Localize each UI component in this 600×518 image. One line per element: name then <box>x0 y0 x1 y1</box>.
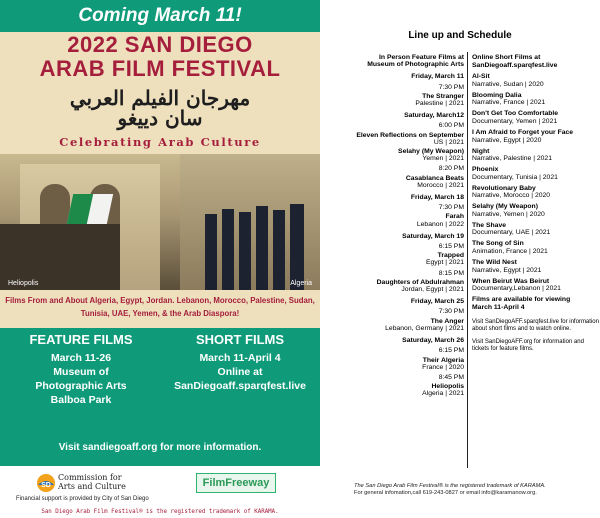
visit-link[interactable]: Visit sandiegoaff.org for more information. <box>58 442 262 453</box>
available-line-2: March 11-April 4 <box>472 303 525 311</box>
film-info: Morocco | 2021 <box>417 181 464 189</box>
short-film-info: Narrative, Egypt | 2021 <box>472 266 542 274</box>
film-title: Heliopolis <box>431 383 464 391</box>
short-film-title: The Song of Sin <box>472 240 524 248</box>
online-header-1: Online Short Films at <box>472 54 541 61</box>
arabic-title-line2: سان دييغو <box>117 106 203 130</box>
schedule-panel <box>320 0 600 518</box>
film-title: Trapped <box>437 252 464 260</box>
short-film-info: Documentary,Lebanon | 2021 <box>472 285 561 293</box>
short-film-title: Selahy (My Weapon) <box>472 203 538 211</box>
show-time: 7:30 PM <box>438 204 464 212</box>
show-time: 6:15 PM <box>438 243 464 251</box>
short-film-title: When Beirut Was Beirut <box>472 277 550 285</box>
photo-caption-left: Heliopolis <box>8 280 39 287</box>
short-films-heading: SHORT FILMS <box>195 332 285 347</box>
feature-films-venue-2: Photographic Arts <box>35 380 127 392</box>
feature-schedule <box>324 54 464 398</box>
short-film-info: Narrative, Yemen | 2020 <box>472 210 545 218</box>
film-info: US | 2021 <box>433 138 464 146</box>
footer-contact: For general infomation,call 619-243-0827 or email info@karamanow.org. <box>354 490 537 496</box>
short-film-item <box>472 259 600 274</box>
show-time: 6:15 PM <box>438 347 464 355</box>
days-list <box>324 73 464 397</box>
film-still-image <box>0 154 320 290</box>
schedule-day: Saturday, March 19 <box>402 232 464 240</box>
film-title: Selahy (My Weapon) <box>398 148 464 156</box>
short-film-item <box>472 92 600 107</box>
commission-line-1: Commission for <box>58 473 122 482</box>
short-film-item <box>472 148 600 163</box>
show-time: 8:15 PM <box>438 269 464 277</box>
commission-line-2: Arts and Culture <box>58 482 126 491</box>
short-film-item <box>472 110 600 125</box>
short-film-info: Narrative, France | 2021 <box>472 99 546 107</box>
show-time: 7:30 PM <box>438 83 464 91</box>
footer-trademark: The San Diego Arab Film Festival® is the registered trademark of KARAMA. <box>354 483 546 489</box>
short-film-item <box>472 203 600 218</box>
show-time: 7:30 PM <box>438 308 464 316</box>
short-film-info: Animation, France | 2021 <box>472 247 548 255</box>
short-film-info: Narrative, Morocco | 2020 <box>472 192 551 200</box>
film-title: Daughters of Abdulrahman <box>376 278 464 286</box>
schedule-day: Friday, March 11 <box>411 73 464 81</box>
film-info: Lebanon | 2022 <box>416 220 464 228</box>
festival-title-line2: ARAB FILM FESTIVAL <box>39 56 281 81</box>
short-film-title: I Am Afraid to Forget your Face <box>472 128 574 136</box>
short-film-title: Al-Sit <box>472 73 490 81</box>
short-film-info: Documentary, UAE | 2021 <box>472 229 551 237</box>
online-header-2: SanDiegoaff.sparqfest.live <box>472 61 558 69</box>
shorts-schedule <box>472 54 600 353</box>
film-info: Egypt | 2021 <box>425 259 464 267</box>
film-title: Their Algeria <box>422 356 464 364</box>
film-title: Farah <box>445 213 464 221</box>
short-film-info: Documentary, Tunisia | 2021 <box>472 173 558 181</box>
short-film-item <box>472 129 600 144</box>
festival-title-line1: 2022 SAN DIEGO <box>67 32 253 57</box>
show-time: 8:45 PM <box>438 373 464 381</box>
tagline: Celebrating Arab Culture <box>59 135 261 149</box>
short-film-info: Narrative, Palestine | 2021 <box>472 155 552 163</box>
festival-title <box>0 33 320 81</box>
film-title: The Anger <box>430 317 464 325</box>
film-info: Algeria | 2021 <box>422 390 464 398</box>
short-film-item <box>472 240 600 255</box>
shorts-list <box>472 73 600 293</box>
photo-caption-right: Algeria <box>290 280 312 287</box>
show-time: 8:20 PM <box>438 165 464 173</box>
short-film-title: Phoenix <box>472 166 499 174</box>
feature-films-venue-3: Balboa Park <box>50 394 112 406</box>
short-film-title: Night <box>472 147 490 155</box>
short-film-info: Narrative, Sudan | 2020 <box>472 80 544 88</box>
note-shorts: Visit SanDiegoAFF.sparqfest.live for information about short films and to watch online. <box>472 319 599 333</box>
available-line-1: Films are available for viewing <box>472 296 571 304</box>
feature-films-heading: FEATURE FILMS <box>29 332 133 347</box>
filmfreeway-logo[interactable]: FilmFreeway <box>196 473 276 493</box>
schedule-day: Saturday, March 26 <box>402 337 464 345</box>
short-film-title: Blooming Dalia <box>472 91 522 99</box>
countries-line: Films From and About Algeria, Egypt, Jordan. Lebanon, Morocco, Palestine, Sudan, Tunisia, UAE, Yemen, & the Arab Diaspora! <box>5 296 315 318</box>
short-film-info: Documentary, Yemen | 2021 <box>472 117 558 125</box>
schedule-divider <box>467 52 468 468</box>
arabic-title-line1: مهرجان الفيلم العربي <box>69 86 251 110</box>
short-film-item <box>472 222 600 237</box>
feature-films-dates: March 11-26 <box>50 352 112 364</box>
short-films-venue-2: SanDiegoaff.sparqfest.live <box>174 380 306 392</box>
short-film-title: The Wild Nest <box>472 258 517 266</box>
show-time: 6:00 PM <box>438 122 464 130</box>
short-film-item <box>472 166 600 181</box>
film-title: Eleven Reflections on September <box>356 131 464 139</box>
short-film-title: Don't Get Too Comfortable <box>472 110 559 118</box>
short-films-venue-1: Online at <box>217 366 263 378</box>
schedule-day: Friday, March 18 <box>410 194 464 202</box>
coming-banner: Coming March 11! <box>0 0 320 32</box>
short-film-item <box>472 73 600 88</box>
short-films-dates: March 11-April 4 <box>199 352 281 364</box>
film-info: Lebanon, Germany | 2021 <box>385 324 464 332</box>
feature-films-column <box>6 328 156 407</box>
film-info: Palestine | 2021 <box>415 100 464 108</box>
arabic-title <box>0 88 320 128</box>
commission-name <box>58 473 126 491</box>
schedule-day: Friday, March 25 <box>410 298 464 306</box>
film-info: Jordan, Egypt | 2021 <box>401 286 464 294</box>
short-film-title: Revolutionary Baby <box>472 184 536 192</box>
short-films-column <box>162 328 318 393</box>
dates-box <box>0 328 320 466</box>
trademark-text: San Diego Arab Film Festival® is the registered trademark of KARAMA. <box>41 509 279 515</box>
in-person-header-2: Museum of Photographic Arts <box>367 61 464 69</box>
sponsor-strip <box>0 466 320 518</box>
schedule-day: Saturday, March12 <box>404 112 464 120</box>
support-text: Financial support is provided by City of San Diego <box>16 496 149 502</box>
feature-films-venue-1: Museum of <box>53 366 109 378</box>
film-info: Yemen | 2021 <box>422 155 464 163</box>
sd-commission-logo-icon <box>36 473 56 493</box>
short-film-item <box>472 278 600 293</box>
film-title: Casablanca Beats <box>405 174 464 182</box>
short-film-title: The Shave <box>472 221 506 229</box>
film-info: France | 2020 <box>422 363 464 371</box>
short-film-item <box>472 185 600 200</box>
in-person-header-1: In Person Feature Films at <box>379 54 464 61</box>
schedule-footer <box>354 483 590 497</box>
note-features: Visit SanDiegoAFF.org for information and tickets for feature films. <box>472 339 584 353</box>
schedule-title: Line up and Schedule <box>408 30 512 41</box>
film-title: The Stranger <box>422 92 464 100</box>
short-film-info: Narrative, Egypt | 2020 <box>472 136 542 144</box>
svg-text:SD: SD <box>41 482 51 489</box>
